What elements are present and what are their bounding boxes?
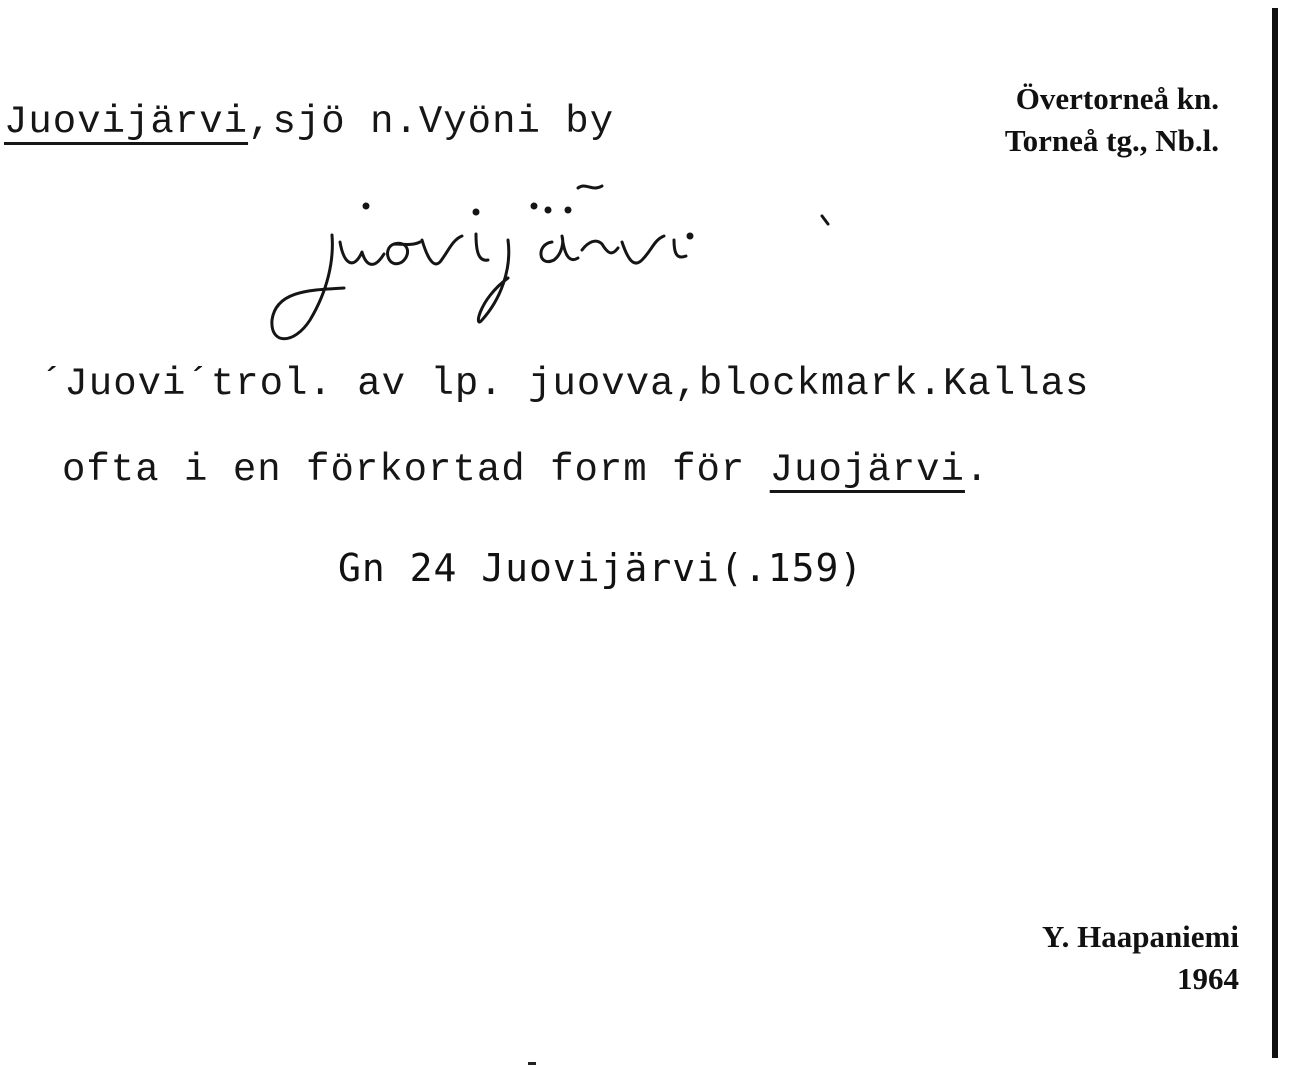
author-year: 1964: [1177, 961, 1239, 996]
parish-line-2: Torneå tg., Nb.l.: [1004, 123, 1219, 158]
signature-block: [1042, 916, 1239, 1000]
author-name: Y. Haapaniemi: [1042, 919, 1239, 954]
cross-reference: Juojärvi: [769, 448, 965, 492]
headword-line: [4, 100, 614, 144]
parish-block: [1005, 78, 1219, 162]
handwritten-pronunciation: [262, 170, 842, 360]
parish-line-1: Övertorneå kn.: [1015, 81, 1219, 116]
etymology-line-2-suffix: .: [964, 448, 990, 492]
etymology-line-1: ´Juovi´trol. av lp. juovva,blockmark.Kallas: [40, 362, 1090, 406]
stray-mark: [528, 1062, 536, 1065]
headword: Juovijärvi: [4, 100, 249, 144]
handwriting-text: juovijärvi: [262, 170, 266, 171]
source-reference: Gn 24 Juovijärvi(.159): [338, 546, 864, 590]
etymology-line-2: [62, 448, 989, 492]
card-right-edge: [1272, 8, 1278, 1058]
headword-description: ,sjö n.Vyöni by: [248, 100, 615, 144]
etymology-line-2-text: ofta i en förkortad form för: [62, 448, 770, 492]
